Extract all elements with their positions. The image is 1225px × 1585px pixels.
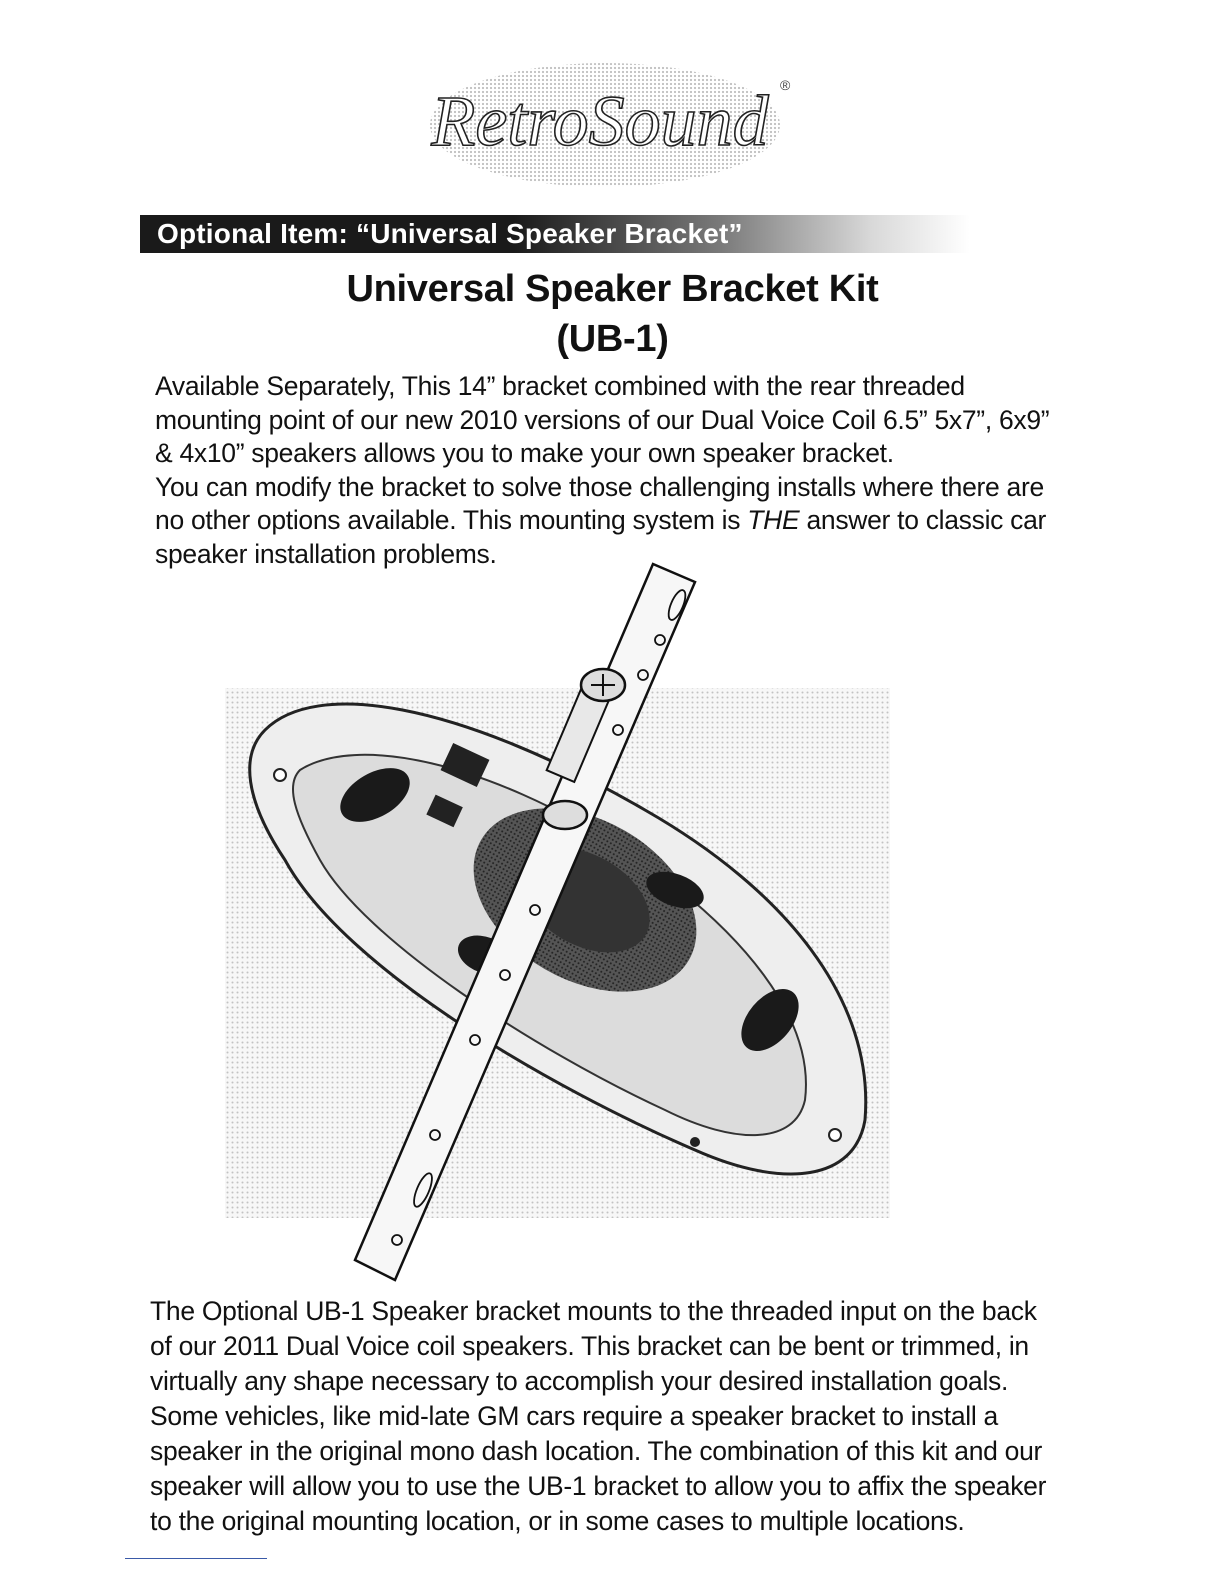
svg-text:®: ® xyxy=(780,77,791,93)
page-title: Universal Speaker Bracket Kit xyxy=(346,268,879,310)
svg-text:RetroSound: RetroSound xyxy=(431,81,769,161)
modify-line: speaker installation problems. xyxy=(155,538,497,569)
description-line: of our 2011 Dual Voice coil speakers. This bracket can be bent or trimmed, in xyxy=(150,1331,1029,1361)
description-line: speaker will allow you to use the UB-1 bracket to allow you to affix the speaker xyxy=(150,1471,1047,1501)
intro-line: & 4x10” speakers allows you to make your own speaker bracket. xyxy=(155,438,894,468)
model-code: (UB-1) xyxy=(556,318,669,360)
description-line: Some vehicles, like mid-late GM cars require a speaker bracket to install a xyxy=(150,1401,998,1431)
intro-line: mounting point of our new 2010 versions of our Dual Voice Coil 6.5” 5x7”, 6x9” xyxy=(155,404,1050,435)
intro-line: Available Separately, This 14” bracket combined with the rear threaded xyxy=(155,371,965,401)
description-paragraph xyxy=(150,1294,1100,1539)
banner-text: Optional Item: “Universal Speaker Bracket” xyxy=(157,218,743,249)
description-line: to the original mounting location, or in some cases to multiple locations. xyxy=(150,1506,965,1536)
description-line: virtually any shape necessary to accomplish your desired installation goals. xyxy=(150,1366,1009,1396)
speaker-bracket-illustration xyxy=(225,560,895,1295)
description-line: The Optional UB-1 Speaker bracket mounts to the threaded input on the back xyxy=(150,1296,1037,1326)
retrosound-logo xyxy=(405,50,805,200)
footnote-rule xyxy=(125,1558,267,1559)
modify-line: You can modify the bracket to solve those challenging installs where there are xyxy=(155,471,1044,502)
section-banner xyxy=(140,215,970,253)
intro-paragraph xyxy=(155,370,1115,571)
description-line: speaker in the original mono dash location. The combination of this kit and our xyxy=(150,1436,1043,1466)
modify-line: no other options available. This mounting system is THE answer to classic car xyxy=(155,505,1047,535)
emphasis-the: THE xyxy=(747,505,800,535)
